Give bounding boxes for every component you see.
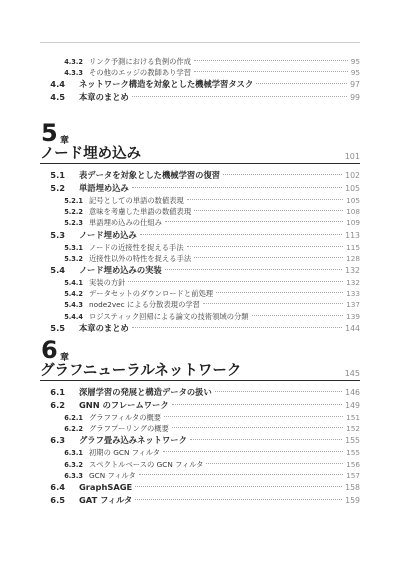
toc-subsection-entry[interactable]	[40, 195, 360, 206]
toc-subsection-entry[interactable]	[40, 253, 360, 264]
dot-leader	[135, 486, 342, 487]
chapter-5-entries	[40, 169, 360, 335]
chapter-page-number: 101	[344, 152, 360, 161]
page-number: 133	[346, 289, 360, 299]
section-title: 表データを対象とした機械学習の復習	[79, 170, 221, 180]
page-number: 152	[346, 424, 360, 434]
section-title: 記号としての単語の数値表現	[89, 196, 184, 205]
page-number: 144	[345, 323, 360, 333]
toc-subsection-entry[interactable]	[40, 217, 360, 228]
section-title: グラフ畳み込みネットワーク	[79, 435, 187, 446]
section-number: 5.2.1	[64, 197, 83, 205]
dot-leader	[194, 60, 348, 61]
dot-leader	[252, 315, 343, 316]
dot-leader	[165, 269, 342, 270]
chapter-title-row	[40, 145, 360, 164]
toc-section-entry[interactable]	[40, 91, 360, 104]
page-number: 97	[350, 80, 360, 90]
section-title: GCN フィルタ	[89, 470, 136, 480]
toc-section-entry[interactable]	[40, 386, 360, 399]
page-number: 155	[346, 448, 360, 458]
toc-section-entry[interactable]	[40, 322, 360, 335]
section-title: ノードの近接性を捉える手法	[89, 242, 184, 252]
section-title: 単語埋め込み	[79, 183, 129, 193]
dot-leader	[139, 474, 343, 475]
toc-prelude	[40, 56, 360, 104]
dot-leader	[194, 71, 348, 72]
page-number: 95	[350, 68, 360, 78]
section-number: 6.1	[50, 387, 65, 397]
dot-leader	[132, 327, 342, 328]
page-number: 155	[345, 436, 360, 446]
section-title: ロジスティック回帰による論文の技術領域の分類	[89, 311, 249, 321]
page-number: 151	[346, 413, 360, 422]
chapter-suffix: 章	[60, 353, 70, 363]
dot-leader	[128, 281, 343, 282]
section-title: ネットワーク構造を対象とした機械学習タスク	[79, 79, 254, 90]
section-number: 6.5	[50, 494, 65, 505]
section-number: 5.2	[50, 183, 65, 193]
toc-section-entry[interactable]	[40, 264, 360, 277]
section-title: 単語埋め込みの仕組み	[89, 218, 162, 228]
section-title: 近接性以外の特性を捉える手法	[89, 253, 192, 263]
section-title: 本章のまとめ	[79, 92, 129, 103]
section-title: GraphSAGE	[79, 481, 133, 492]
section-title: 初期の GCN フィルタ	[89, 448, 161, 458]
chapter-number: 6	[41, 336, 58, 364]
toc-subsection-entry[interactable]	[40, 277, 360, 288]
chapter-number: 5	[41, 119, 58, 147]
dot-leader	[190, 439, 342, 440]
section-title: グラフプーリングの概要	[89, 424, 169, 434]
section-title: その他のエッジの教師あり学習	[89, 68, 192, 78]
section-number: 6.2.2	[64, 425, 83, 434]
page-number: 105	[345, 184, 360, 193]
toc-subsection-entry[interactable]	[40, 311, 360, 322]
section-title: GAT フィルタ	[79, 494, 133, 505]
section-title: リンク予測における負例の作成	[89, 57, 192, 66]
toc-subsection-entry[interactable]	[40, 412, 360, 423]
toc-section-entry[interactable]	[40, 182, 360, 195]
section-number: 5.3.2	[64, 254, 83, 263]
page-number: 158	[345, 482, 360, 492]
section-title: 深層学習の発展と構造データの扱い	[79, 387, 212, 397]
section-number: 5.4	[50, 264, 65, 275]
chapter-title-row	[40, 362, 360, 381]
section-number: 6.3.3	[64, 471, 83, 480]
section-title: ノード埋め込みの実装	[79, 264, 162, 275]
toc-section-entry[interactable]	[40, 494, 360, 507]
toc-section-entry[interactable]	[40, 229, 360, 242]
section-number: 5.2.3	[64, 219, 83, 228]
chapter-title: グラフニューラルネットワーク	[40, 363, 242, 379]
section-title: 本章のまとめ	[79, 322, 129, 333]
page-number: 95	[350, 57, 360, 66]
dot-leader	[256, 83, 347, 84]
dot-leader	[132, 96, 347, 97]
section-number: 4.3.2	[64, 58, 83, 66]
toc-subsection-entry[interactable]	[40, 67, 360, 78]
section-number: 5.4.2	[64, 290, 83, 299]
top-divider	[40, 42, 360, 43]
toc-subsection-entry[interactable]	[40, 423, 360, 434]
chapter-6-entries	[40, 386, 360, 507]
section-number: 5.5	[50, 322, 65, 333]
dot-leader	[164, 416, 343, 417]
section-number: 4.3.3	[64, 69, 83, 78]
dot-leader	[187, 246, 343, 247]
toc-subsection-entry[interactable]	[40, 299, 360, 310]
section-number: 6.3.1	[64, 449, 83, 458]
section-number: 6.3	[50, 435, 65, 446]
toc-subsection-entry[interactable]	[40, 470, 360, 481]
chapter-page-number: 145	[344, 369, 360, 378]
chapter-heading	[40, 338, 360, 362]
section-number: 5.3	[50, 229, 65, 240]
chapter-title: ノード埋め込み	[40, 146, 142, 162]
section-title: 意味を考慮した単語の数値表現	[89, 207, 192, 217]
toc-subsection-entry[interactable]	[40, 447, 360, 458]
dot-leader	[163, 451, 343, 452]
dot-leader	[216, 292, 343, 293]
section-title: GNN のフレームワーク	[79, 400, 169, 410]
dot-leader	[194, 210, 343, 211]
chapter-5	[40, 121, 360, 335]
dot-leader	[172, 427, 343, 428]
toc-section-entry[interactable]	[40, 169, 360, 182]
toc-section-entry[interactable]	[40, 434, 360, 447]
chapter-6	[40, 338, 360, 507]
chapter-suffix: 章	[60, 136, 70, 146]
dot-leader	[140, 234, 342, 235]
section-number: 6.2.1	[64, 414, 83, 422]
dot-leader	[194, 257, 343, 258]
toc-subsection-entry[interactable]	[40, 206, 360, 217]
page-number: 146	[345, 388, 360, 397]
section-number: 5.4.4	[64, 312, 83, 321]
dot-leader	[223, 174, 342, 175]
page-number: 102	[345, 171, 360, 180]
toc-section-entry[interactable]	[40, 78, 360, 91]
section-number: 6.3.2	[64, 460, 83, 469]
section-title: ノード埋め込み	[79, 229, 137, 240]
toc-subsection-entry[interactable]	[40, 242, 360, 253]
toc-subsection-entry[interactable]	[40, 56, 360, 67]
page-number: 132	[345, 265, 360, 275]
page-number: 115	[346, 242, 360, 252]
section-number: 5.2.2	[64, 208, 83, 217]
section-title: 実装の方針	[89, 277, 126, 287]
dot-leader	[172, 404, 342, 405]
section-title: データセットのダウンロードと前処理	[89, 289, 214, 299]
page-number: 99	[350, 93, 360, 103]
page-number: 157	[346, 470, 360, 480]
dot-leader	[187, 199, 343, 200]
dot-leader	[132, 187, 342, 188]
dot-leader	[165, 221, 343, 222]
section-title: node2vec による分散表現の学習	[89, 300, 200, 310]
dot-leader	[215, 391, 342, 392]
section-number: 5.4.1	[64, 278, 83, 287]
dot-leader	[206, 463, 343, 464]
section-number: 5.4.3	[64, 301, 83, 310]
page-number: 128	[346, 253, 360, 263]
toc-section-entry[interactable]	[40, 399, 360, 412]
dot-leader	[203, 303, 343, 304]
section-number: 6.4	[50, 481, 65, 492]
dot-leader	[135, 499, 342, 500]
toc-section-entry[interactable]	[40, 481, 360, 494]
page-number: 132	[346, 277, 360, 287]
chapter-heading	[40, 121, 360, 145]
section-number: 4.5	[50, 92, 65, 103]
section-number: 4.4	[50, 79, 65, 90]
section-number: 5.1	[50, 170, 65, 180]
page-number: 159	[345, 495, 360, 505]
page-number: 113	[345, 230, 360, 240]
section-title: グラフフィルタの概要	[89, 413, 162, 422]
page-number: 139	[346, 311, 360, 321]
page-number: 156	[346, 459, 360, 469]
section-number: 5.3.1	[64, 243, 83, 252]
page-number: 105	[346, 196, 360, 205]
section-title: スペクトルベースの GCN フィルタ	[89, 459, 204, 469]
section-number: 6.2	[50, 400, 65, 410]
page-number: 109	[346, 218, 360, 228]
page-number: 137	[346, 300, 360, 310]
page-number: 108	[346, 207, 360, 217]
page-number: 149	[345, 401, 360, 410]
toc-subsection-entry[interactable]	[40, 288, 360, 299]
toc-subsection-entry[interactable]	[40, 459, 360, 470]
